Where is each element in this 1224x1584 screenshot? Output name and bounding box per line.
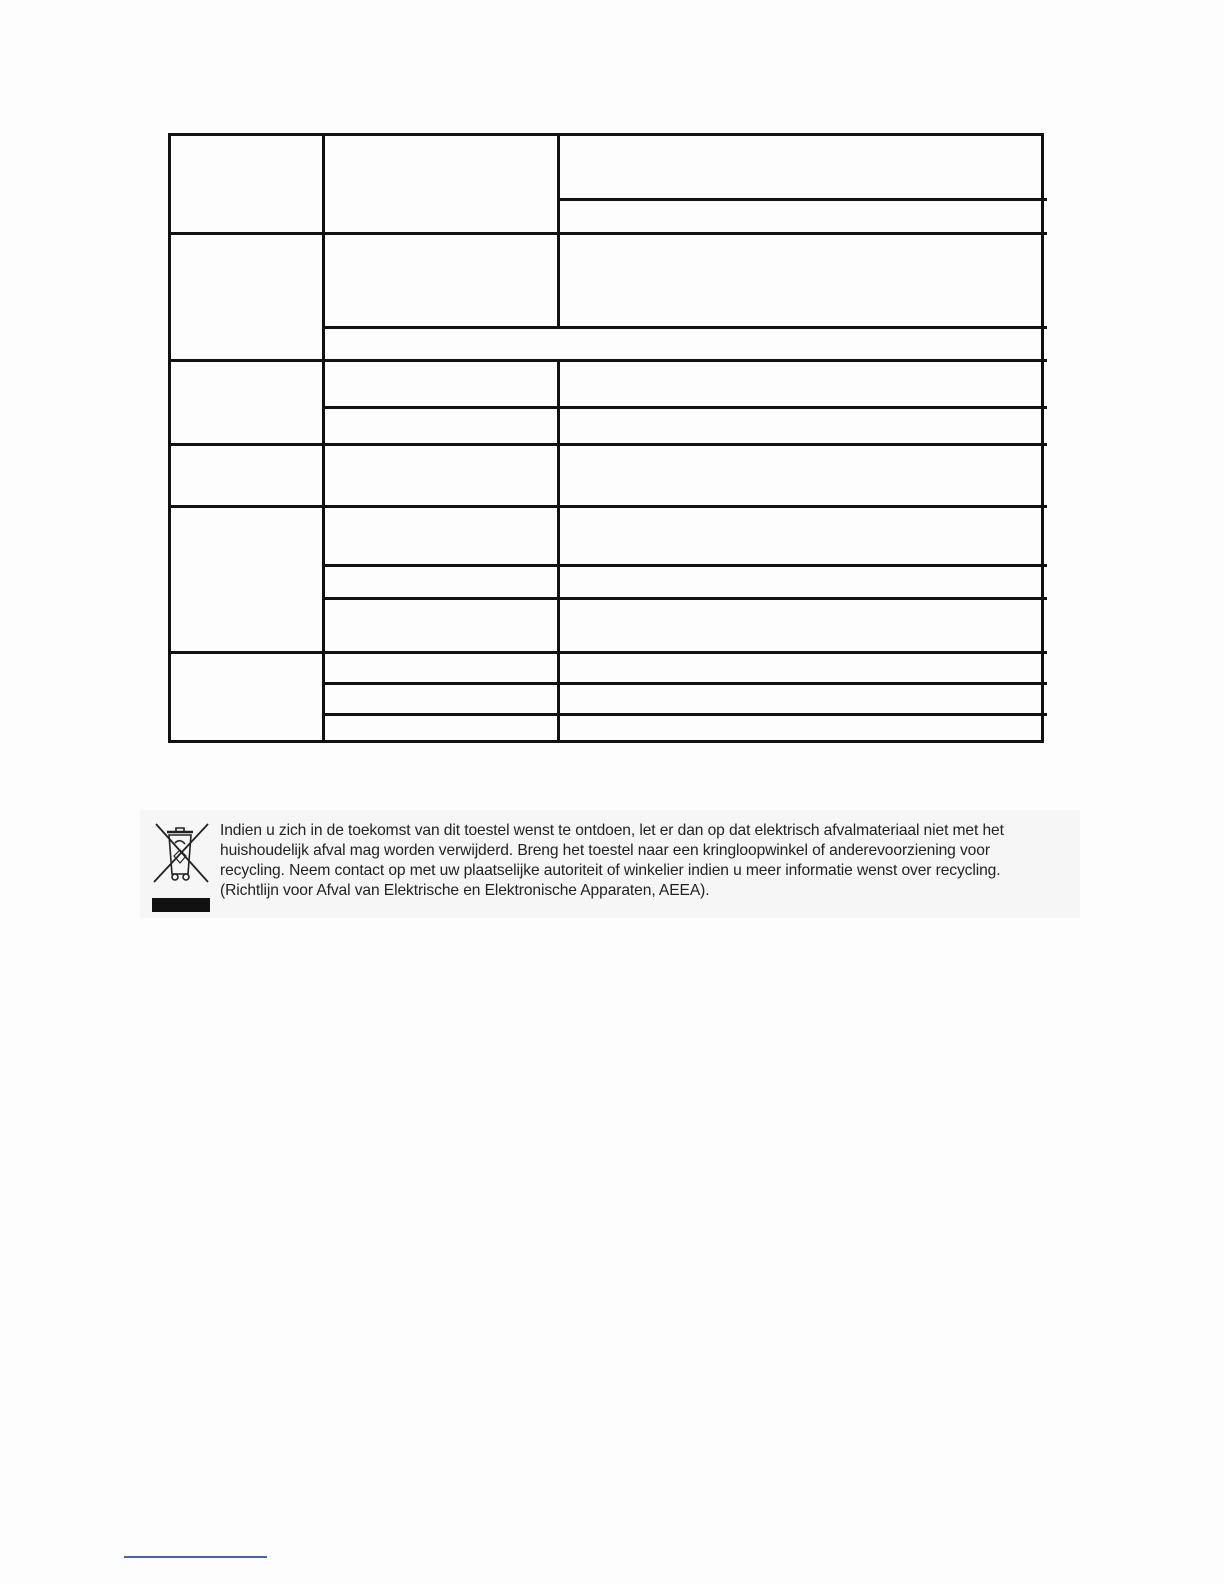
table-row-divider [322,713,1047,716]
table-row-divider [322,406,1047,409]
weee-notice-text [220,821,1076,901]
weee-notice-line: Indien u zich in de toekomst van dit toestel wenst te ontdoen, let er dan op dat elektrisch afvalmateriaal niet met het [220,822,1004,839]
weee-notice-line: (Richtlijn voor Afval van Elektrische en Elektronische Apparaten, AEEA). [220,882,710,899]
table-row-divider [171,443,1047,446]
table-row-divider [557,198,1047,201]
specification-table [168,133,1044,743]
table-row-divider [322,564,1047,567]
weee-notice [140,810,1080,918]
weee-notice-line: recycling. Neem contact op met uw plaatselijke autoriteit of winkelier indien u meer informatie wenst over recycling. [220,862,1001,879]
table-row-divider [171,505,1047,508]
table-row-divider [322,682,1047,685]
footnote-separator [124,1556,267,1558]
table-row-divider [171,651,1047,654]
table-row-divider [322,597,1047,600]
crossed-out-wheelie-bin-icon [148,816,214,912]
table-column-divider [322,136,325,740]
table-row-divider [322,326,1047,329]
weee-notice-line: huishoudelijk afval mag worden verwijderd. Breng het toestel naar een kringloopwinkel of anderevoorziening voor [220,842,990,859]
table-row-divider [171,359,1047,362]
table-row-divider [171,232,1047,235]
